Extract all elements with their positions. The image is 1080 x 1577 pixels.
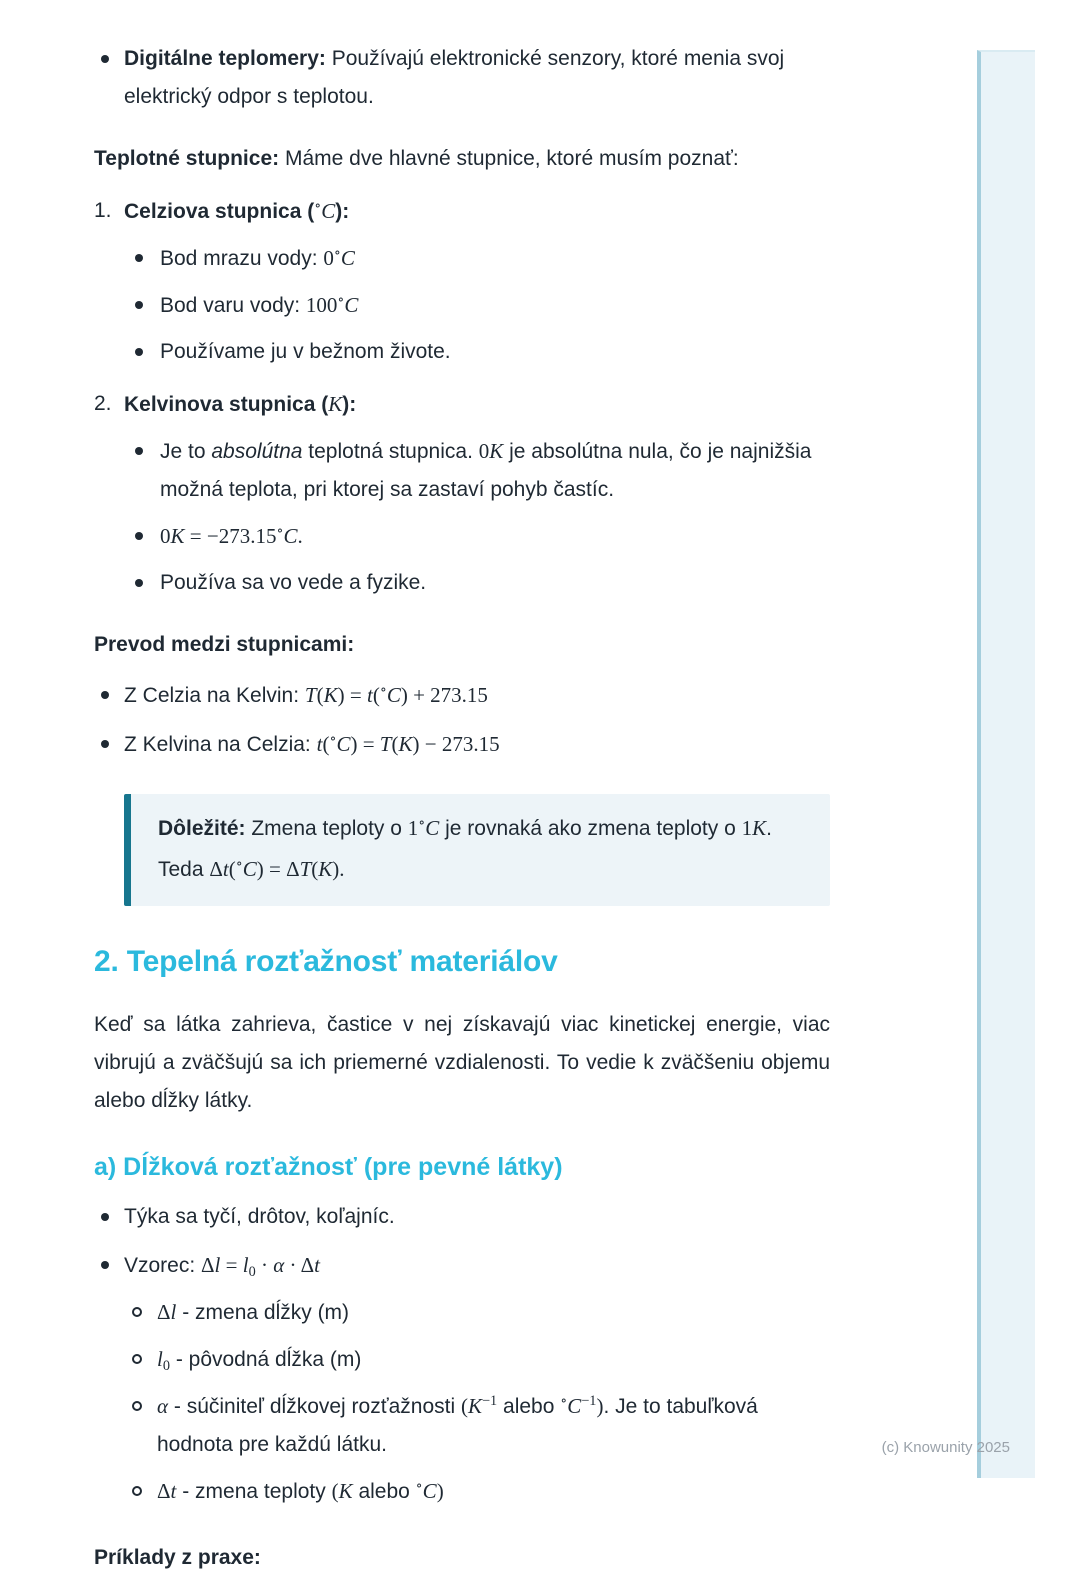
- scales-intro: Teplotné stupnice: Máme dve hlavné stupnice, ktoré musím poznať:: [94, 147, 739, 170]
- expansion-list: [94, 1198, 830, 1511]
- list-item: [124, 1387, 830, 1464]
- scales-numbered-list: [94, 192, 830, 602]
- list-item-text: α - súčiniteľ dĺžkovej rozťažnosti ($K^{-1}$ alebo $^\circ C^{-1}$). Je to tabuľková hodnota pre každú látku.: [157, 1393, 758, 1456]
- list-item-text: Digitálne teplomery: Používajú elektronické senzory, ktoré menia svoj elektrický odpor s teplotou.: [124, 47, 785, 108]
- list-item: [124, 333, 830, 371]
- list-number: 2.: [94, 392, 112, 415]
- list-item-text: Používame ju v bežnom živote.: [160, 340, 451, 363]
- list-item-text: Vzorec: Δl = l0 · α · Δt: [124, 1253, 320, 1280]
- list-item-text: Z Kelvina na Celzia: t(∘C) = T(K) − 273.15: [124, 731, 500, 756]
- conversions-list: [94, 676, 830, 764]
- list-item-celsius: [94, 192, 830, 371]
- list-item-kelvin: [94, 385, 830, 602]
- list-item-text: Z Celzia na Kelvin: T(K) = t(∘C) + 273.15: [124, 682, 488, 707]
- list-item-text: Týka sa tyčí, drôtov, koľajníc.: [124, 1205, 395, 1228]
- list-item: [124, 432, 830, 509]
- list-item: [124, 1472, 830, 1511]
- subsection-heading: a) Dĺžková rozťažnosť (pre pevné látky): [94, 1153, 563, 1181]
- list-item: [124, 564, 830, 602]
- section-heading: 2. Tepelná rozťažnosť materiálov: [94, 945, 558, 978]
- list-item: [94, 40, 830, 116]
- formula-terms-list: [124, 1293, 830, 1511]
- document-content: [94, 40, 830, 1577]
- list-item: [94, 1198, 830, 1236]
- celsius-sublist: [124, 239, 830, 371]
- conversions-heading: Prevod medzi stupnicami:: [94, 633, 355, 656]
- section-paragraph: Keď sa látka zahrieva, častice v nej získavajú viac kinetickej energie, viac vibrujú a zväčšujú sa ich priemerné vzdialenosti. To vedie k zväčšeniu objemu alebo dĺžky látky.: [94, 1013, 830, 1112]
- callout-text: Dôležité: Zmena teploty o 1∘C je rovnaká ako zmena teploty o 1K. Teda Δt(∘C) = ΔT(K).: [158, 815, 772, 881]
- scrollbar-track[interactable]: [977, 50, 1035, 1478]
- list-item-text: l0 - pôvodná dĺžka (m): [157, 1347, 362, 1374]
- list-item-formula: [94, 1246, 830, 1511]
- list-item-text: Je to absolútna teplotná stupnica. 0K je absolútna nula, čo je najnižšia možná teplota, pri ktorej sa zastaví pohyb častíc.: [160, 439, 812, 501]
- watermark: (c) Knowunity 2025: [881, 1439, 1010, 1456]
- list-item: [124, 286, 830, 325]
- list-item-text: Δt - zmena teploty (K alebo ∘C): [157, 1478, 444, 1503]
- callout-important: [124, 794, 830, 906]
- list-item: [124, 517, 830, 556]
- list-item-text: Δl - zmena dĺžky (m): [157, 1300, 350, 1324]
- list-item: [94, 725, 830, 764]
- kelvin-sublist: [124, 432, 830, 602]
- list-item-text: 0K = −273.15∘C.: [160, 523, 303, 548]
- list-item: [124, 239, 830, 278]
- list-item-title: Kelvinova stupnica (K):: [124, 392, 357, 416]
- examples-heading: Príklady z praxe:: [94, 1546, 261, 1569]
- list-number: 1.: [94, 199, 112, 222]
- list-item-text: Bod mrazu vody: 0∘C: [160, 245, 355, 270]
- intro-list: [94, 40, 830, 116]
- list-item-text: Bod varu vody: 100∘C: [160, 292, 359, 317]
- list-item: [124, 1293, 830, 1332]
- list-item-text: Používa sa vo vede a fyzike.: [160, 571, 427, 594]
- list-item: [124, 1340, 830, 1379]
- list-item-title: Celziova stupnica (∘C):: [124, 198, 350, 223]
- list-item: [94, 676, 830, 715]
